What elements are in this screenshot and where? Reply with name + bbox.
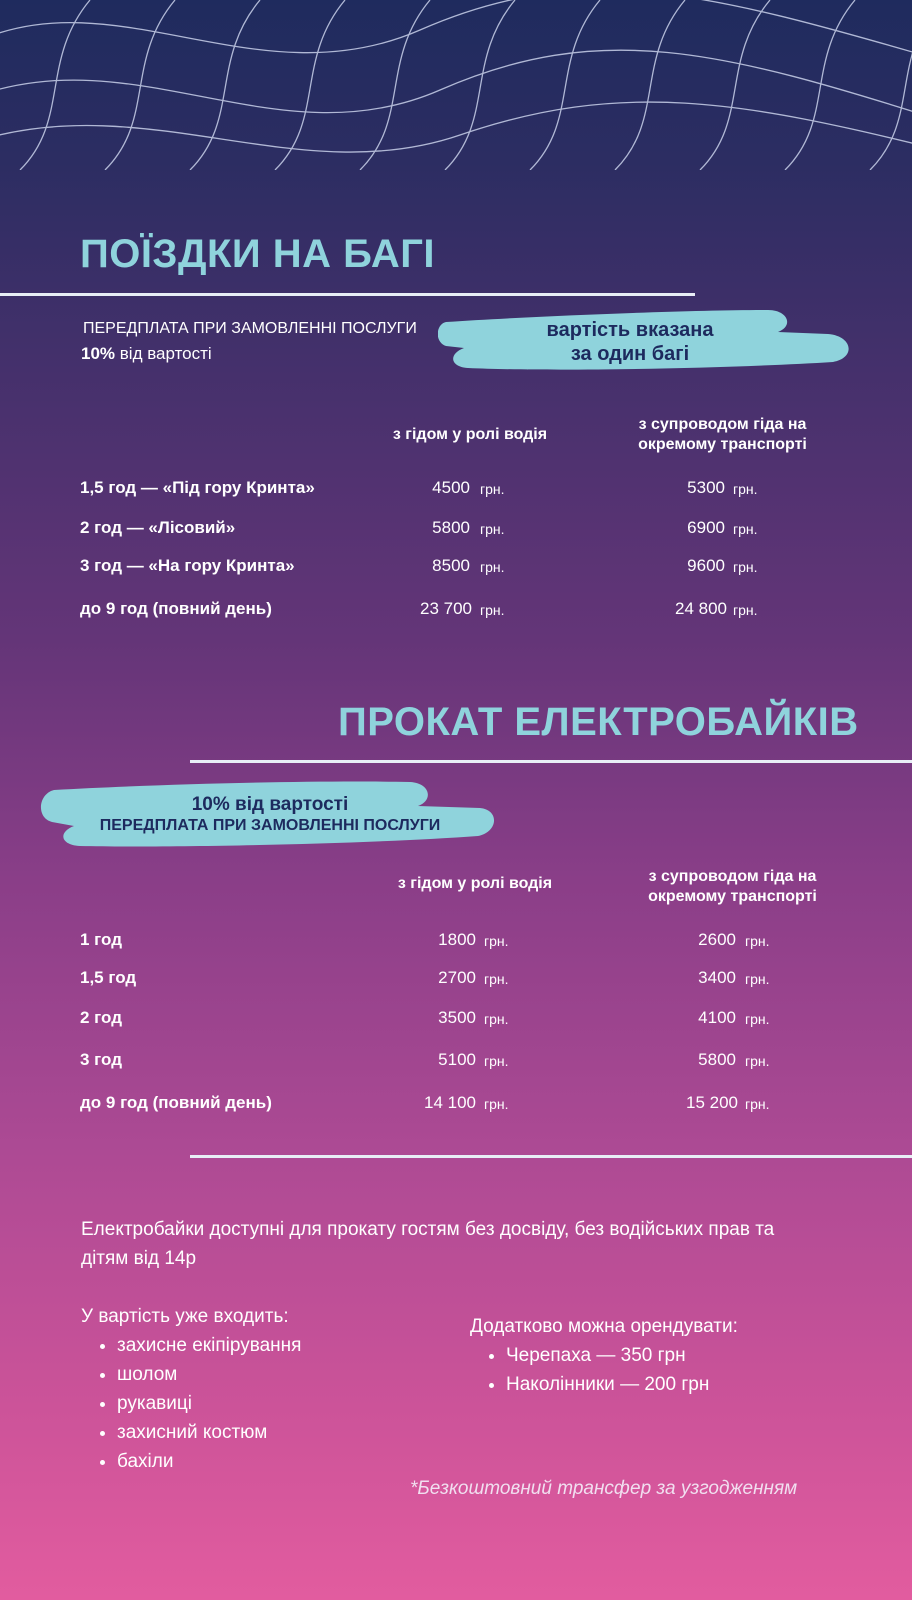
- price-with-guide: 23 700: [420, 599, 472, 618]
- list-item: • бахіли: [117, 1447, 441, 1476]
- transfer-note: *Безкоштовний трансфер за узгодженням: [410, 1478, 798, 1499]
- currency-unit: грн.: [480, 481, 505, 497]
- list-item: • рукавиці: [117, 1389, 441, 1418]
- buggy-col2-header: [610, 415, 835, 455]
- row-label: 3 год: [80, 1050, 122, 1069]
- price-with-escort: 3400: [698, 968, 736, 987]
- buggy-prepay-value: 10%: [81, 344, 116, 363]
- price-with-escort: 6900: [687, 518, 725, 537]
- bikes-prepay-badge: [60, 793, 480, 836]
- price-with-guide: 2700: [438, 968, 476, 987]
- price-with-escort: 4100: [698, 1008, 736, 1027]
- buggy-prepay-label: ПЕРЕДПЛАТА ПРИ ЗАМОВЛЕННІ ПОСЛУГИ: [83, 320, 417, 337]
- bikes-col1-header: з гідом у ролі водія: [397, 875, 553, 892]
- buggy-price-note-badge: [480, 318, 780, 366]
- row-label: 2 год — «Лісовий»: [80, 518, 236, 537]
- buggy-section-title: ПОЇЗДКИ НА БАГІ: [80, 232, 436, 276]
- row-label: 2 год: [80, 1008, 122, 1027]
- currency-unit: грн.: [745, 971, 770, 987]
- row-label: 1,5 год: [80, 968, 137, 987]
- row-label: 1,5 год — «Під гору Кринта»: [80, 478, 315, 497]
- currency-unit: грн.: [733, 481, 758, 497]
- included-title: У вартість уже входить:: [81, 1306, 289, 1327]
- currency-unit: грн.: [480, 521, 505, 537]
- row-label: 3 год — «На гору Кринта»: [80, 556, 295, 575]
- price-with-escort: 5800: [698, 1050, 736, 1069]
- currency-unit: грн.: [484, 971, 509, 987]
- list-item: • Наколінники — 200 грн: [506, 1370, 870, 1399]
- list-item: • Черепаха — 350 грн: [506, 1341, 870, 1370]
- price-with-guide: 5100: [438, 1050, 476, 1069]
- list-item: • шолом: [117, 1360, 441, 1389]
- buggy-col1-header: з гідом у ролі водія: [392, 426, 548, 443]
- price-with-escort: 9600: [687, 556, 725, 575]
- currency-unit: грн.: [484, 1053, 509, 1069]
- bikes-title-divider: [190, 760, 912, 763]
- currency-unit: грн.: [745, 1096, 770, 1112]
- extra-title: Додатково можна орендувати:: [470, 1316, 738, 1337]
- currency-unit: грн.: [745, 1053, 770, 1069]
- price-with-guide: 14 100: [424, 1093, 476, 1112]
- currency-unit: грн.: [733, 602, 758, 618]
- row-label: до 9 год (повний день): [80, 1093, 272, 1112]
- price-with-guide: 4500: [432, 478, 470, 497]
- bikes-availability-text: Електробайки доступні для прокату гостям без досвіду, без водійських прав та дітям від 14р: [81, 1219, 775, 1269]
- currency-unit: грн.: [733, 521, 758, 537]
- price-with-guide: 1800: [438, 930, 476, 949]
- currency-unit: грн.: [484, 1011, 509, 1027]
- wave-pattern-decoration: [0, 0, 912, 170]
- price-with-guide: 8500: [432, 556, 470, 575]
- buggy-badge-line1: вартість вказана: [546, 319, 714, 341]
- currency-unit: грн.: [484, 1096, 509, 1112]
- price-with-escort: 24 800: [675, 599, 727, 618]
- price-with-guide: 5800: [432, 518, 470, 537]
- currency-unit: грн.: [745, 1011, 770, 1027]
- buggy-title-divider: [0, 293, 695, 296]
- buggy-prepay-suffix: від вартості: [115, 344, 212, 363]
- bikes-section-title: ПРОКАТ ЕЛЕКТРОБАЙКІВ: [338, 700, 859, 744]
- bikes-badge-line1: 10% від вартості: [191, 794, 349, 815]
- included-block: [81, 1302, 441, 1476]
- list-item: • захисний костюм: [117, 1418, 441, 1447]
- price-with-guide: 3500: [438, 1008, 476, 1027]
- buggy-col2-header-line2: окремому транспорті: [638, 436, 807, 453]
- buggy-col2-header-line1: з супроводом гіда на: [638, 416, 807, 433]
- currency-unit: грн.: [480, 602, 505, 618]
- bikes-col2-header-line1: з супроводом гіда на: [648, 868, 817, 885]
- currency-unit: грн.: [480, 559, 505, 575]
- price-with-escort: 5300: [687, 478, 725, 497]
- included-list: [81, 1331, 441, 1476]
- bikes-col2-header-line2: окремому транспорті: [648, 888, 817, 905]
- buggy-badge-line2: за один багі: [570, 343, 690, 365]
- price-with-escort: 2600: [698, 930, 736, 949]
- bikes-badge-line2: ПЕРЕДПЛАТА ПРИ ЗАМОВЛЕННІ ПОСЛУГИ: [99, 817, 441, 834]
- buggy-prepay-text: [81, 344, 212, 364]
- currency-unit: грн.: [733, 559, 758, 575]
- row-label: до 9 год (повний день): [80, 599, 272, 618]
- extra-list: [470, 1341, 870, 1399]
- bikes-col2-header: [620, 867, 845, 907]
- list-item: • захисне екіпірування: [117, 1331, 441, 1360]
- currency-unit: грн.: [745, 933, 770, 949]
- currency-unit: грн.: [484, 933, 509, 949]
- bikes-table-divider: [190, 1155, 912, 1158]
- extra-block: [470, 1312, 870, 1399]
- price-with-escort: 15 200: [686, 1093, 738, 1112]
- row-label: 1 год: [80, 930, 122, 949]
